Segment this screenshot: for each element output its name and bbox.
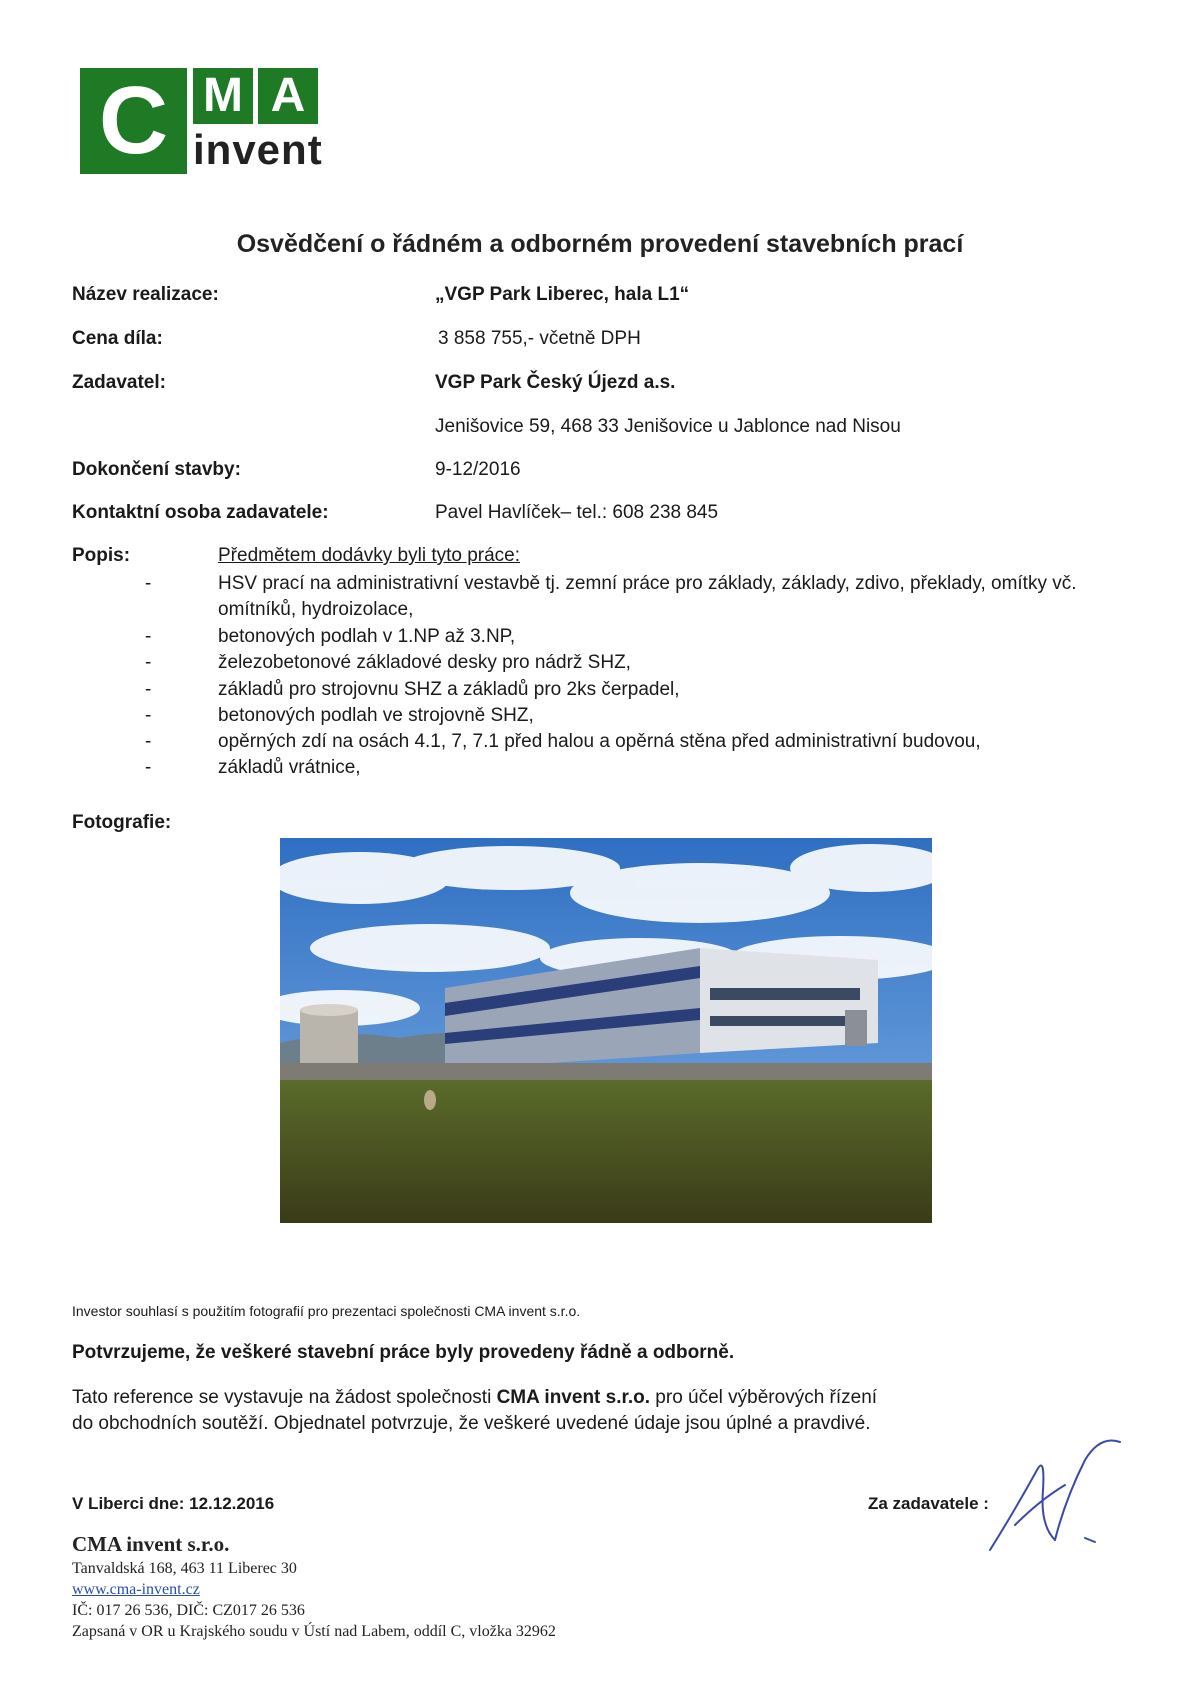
list-item: HSV prací na administrativní vestavbě tj. zemní práce pro základy, základy, zdivo, překlady, omítky vč. omítníků, hydroizolace, — [218, 573, 1077, 620]
list-dash: - — [145, 573, 152, 594]
cena-value: 3 858 755,- včetně DPH — [438, 328, 641, 349]
list-dash: - — [145, 652, 152, 673]
kontakt-label: Kontaktní osoba zadavatele: — [72, 502, 329, 523]
list-item: betonových podlah ve strojovně SHZ, — [218, 705, 534, 726]
nazev-value: „VGP Park Liberec, hala L1“ — [435, 284, 690, 305]
footer-ids: IČ: 017 26 536, DIČ: CZ017 26 536 — [72, 1602, 305, 1619]
popis-heading: Předmětem dodávky byli tyto práce: — [218, 545, 521, 566]
confirmation-statement: Potvrzujeme, že veškeré stavební práce byly provedeny řádně a odborně. — [72, 1342, 735, 1363]
zadavatel-value: VGP Park Český Újezd a.s. — [435, 372, 676, 393]
reference-line2: do obchodních soutěží. Objednatel potvrzuje, že veškeré uvedené údaje jsou úplné a pravdivé. — [72, 1413, 871, 1434]
list-dash: - — [145, 705, 152, 726]
list-dash: - — [145, 731, 152, 752]
footer-website-link[interactable]: www.cma-invent.cz — [72, 1581, 200, 1598]
logo-letter-m: M — [193, 68, 253, 124]
list-item: betonových podlah v 1.NP až 3.NP, — [218, 626, 516, 647]
reference-company: CMA invent s.r.o. — [496, 1387, 651, 1408]
dokonceni-value: 9-12/2016 — [435, 459, 521, 480]
cena-label: Cena díla: — [72, 328, 163, 349]
reference-part1: Tato reference se vystavuje na žádost společnosti — [72, 1387, 497, 1408]
investor-note: Investor souhlasí s použitím fotografií pro prezentaci společnosti CMA invent s.r.o. — [72, 1303, 581, 1319]
reference-part2: pro účel výběrových řízení — [650, 1387, 878, 1408]
footer-registry: Zapsaná v OR u Krajského soudu v Ústí nad Labem, oddíl C, vložka 32962 — [72, 1623, 556, 1640]
footer-company-name: CMA invent s.r.o. — [72, 1532, 230, 1556]
building-photo — [280, 838, 932, 1223]
list-dash: - — [145, 679, 152, 700]
za-zadavatele-label: Za zadavatele : — [868, 1494, 989, 1513]
list-item: železobetonové základové desky pro nádrž SHZ, — [218, 652, 631, 673]
list-item: základů vrátnice, — [218, 757, 361, 778]
logo-letter-c: C — [80, 68, 187, 174]
nazev-label: Název realizace: — [72, 284, 219, 305]
kontakt-value: Pavel Havlíček– tel.: 608 238 845 — [435, 502, 719, 523]
foto-label: Fotografie: — [72, 812, 172, 833]
footer — [72, 1530, 556, 1642]
zadavatel-label: Zadavatel: — [72, 372, 166, 393]
company-logo — [80, 68, 335, 178]
logo-invent-text: invent — [193, 126, 323, 173]
reference-paragraph — [72, 1385, 1022, 1437]
popis-label: Popis: — [72, 545, 131, 566]
date-line: V Liberci dne: 12.12.2016 — [72, 1494, 275, 1513]
zadavatel-address: Jenišovice 59, 468 33 Jenišovice u Jablonce nad Nisou — [435, 416, 901, 437]
list-item: základů pro strojovnu SHZ a základů pro 2ks čerpadel, — [218, 679, 680, 700]
footer-address: Tanvaldská 168, 463 11 Liberec 30 — [72, 1560, 297, 1577]
signature — [985, 1430, 1130, 1560]
document-title: Osvědčení o řádném a odborném provedení stavebních prací — [236, 230, 964, 258]
dokonceni-label: Dokončení stavby: — [72, 459, 241, 480]
list-dash: - — [145, 626, 152, 647]
logo-letter-a: A — [258, 68, 318, 124]
list-dash: - — [145, 757, 152, 778]
list-item: opěrných zdí na osách 4.1, 7, 7.1 před halou a opěrná stěna před administrativní budovou, — [218, 731, 981, 752]
